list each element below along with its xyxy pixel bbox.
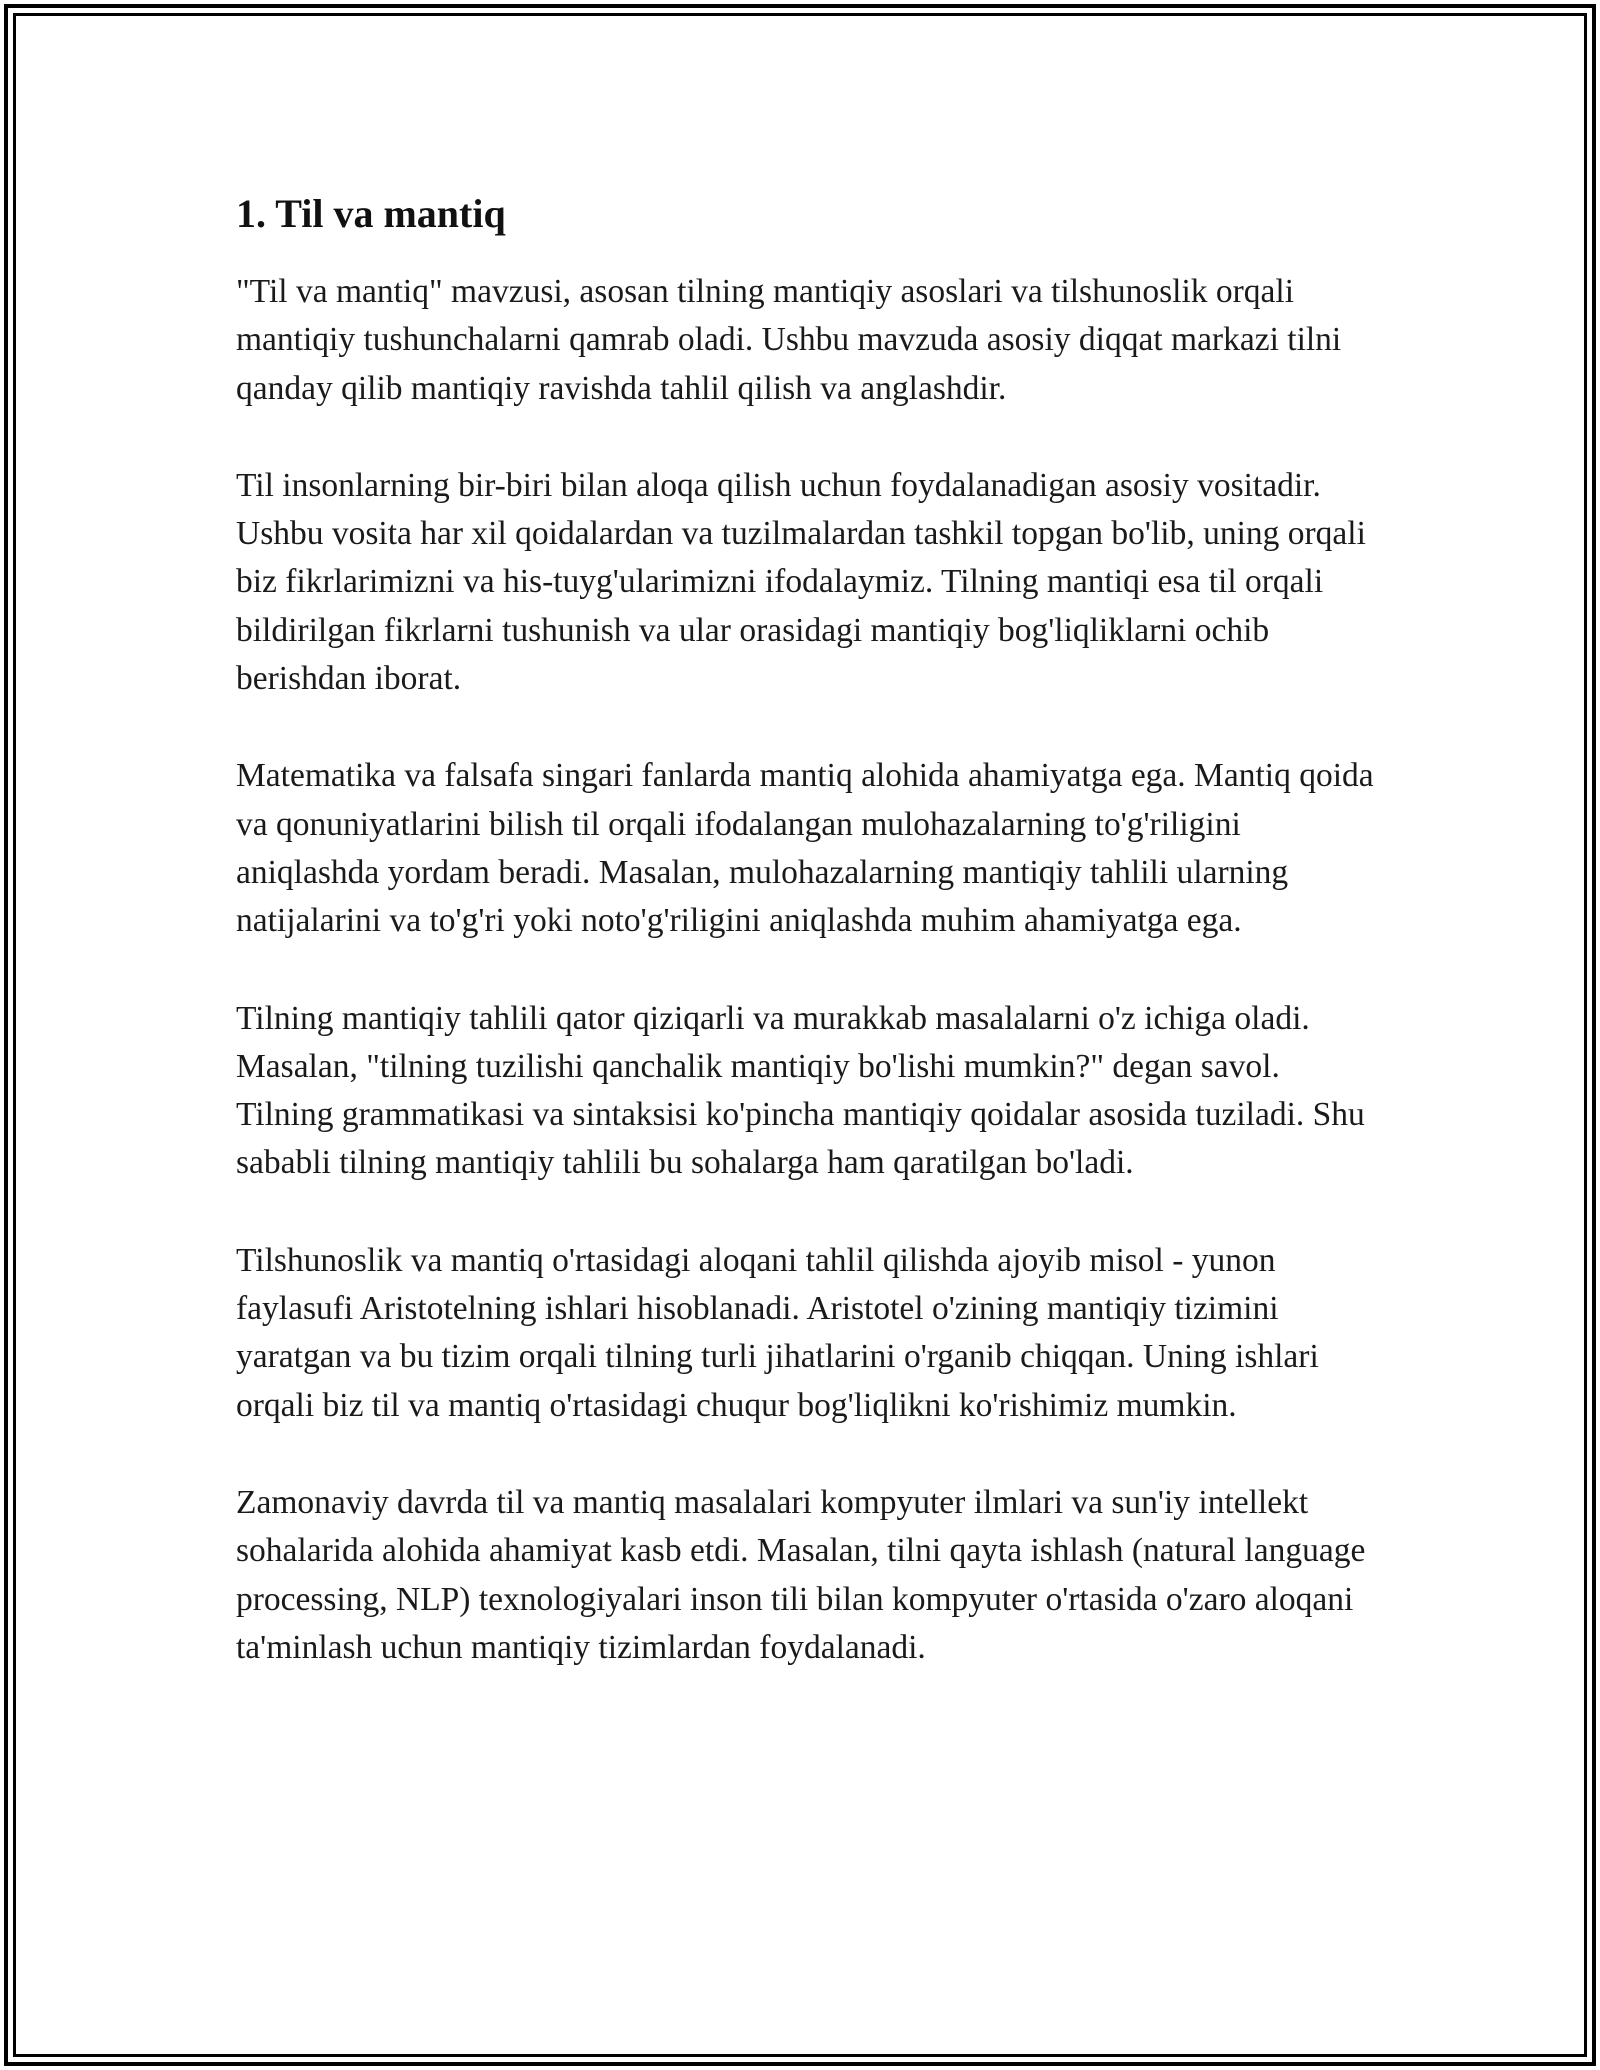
paragraph-aristotle: Tilshunoslik va mantiq o'rtasidagi aloqani tahlil qilishda ajoyib misol - yunon faylasufi Aristotelning ishlari hisoblanadi. Aristotel o'zining mantiqiy tizimini yaratgan va bu tizim orqali tilning turli jihatlarini o'rganib chiqqan. Uning ishlari orqali biz til va mantiq o'rtasidagi chuqur bog'liqlikni ko'rishimiz mumkin.: [236, 1241, 1319, 1424]
document-page: [236, 186, 1376, 1721]
section-title: 1. Til va mantiq: [236, 191, 506, 236]
paragraph-logic-in-sciences: Matematika va falsafa singari fanlarda mantiq alohida ahamiyatga ega. Mantiq qoida va qonuniyatlarini bilish til orqali ifodalangan mulohazalarning to'g'riligini aniqlashda yordam beradi. Masalan, mulohazalarning mantiqiy tahlili ularning natijalarini va to'g'ri yoki noto'g'riligini aniqlashda muhim ahamiyatga ega.: [236, 757, 1374, 940]
paragraph-logical-analysis: Tilning mantiqiy tahlili qator qiziqarli va murakkab masalalarni o'z ichiga oladi. Masalan, "tilning tuzilishi qanchalik mantiqiy bo'lishi mumkin?" degan savol. Tilning grammatikasi va sintaksisi ko'pincha mantiqiy qoidalar asosida tuziladi. Shu sababli tilning mantiqiy tahlili bu sohalarga ham qaratilgan bo'ladi.: [236, 999, 1365, 1182]
paragraph-modern-nlp: Zamonaviy davrda til va mantiq masalalari kompyuter ilmlari va sun'iy intellekt sohalarida alohida ahamiyat kasb etdi. Masalan, tilni qayta ishlash (natural language processing, NLP) texnologiyalari inson tili bilan kompyuter o'rtasida o'zaro aloqani ta'minlash uchun mantiqiy tizimlardan foydalanadi.: [236, 1483, 1366, 1666]
paragraph-language-definition: Til insonlarning bir-biri bilan aloqa qilish uchun foydalanadigan asosiy vositadir. Ushbu vosita har xil qoidalardan va tuzilmalardan tashkil topgan bo'lib, uning orqali biz fikrlarimizni va his-tuyg'ularimizni ifodalaymiz. Tilning mantiqi esa til orqali bildirilgan fikrlarni tushunish va ular orasidagi mantiqiy bog'liqliklarni ochib berishdan iborat.: [236, 466, 1366, 698]
paragraph-intro: "Til va mantiq" mavzusi, asosan tilning mantiqiy asoslari va tilshunoslik orqali mantiqiy tushunchalarni qamrab oladi. Ushbu mavzuda asosiy diqqat markazi tilni qanday qilib mantiqiy ravishda tahlil qilish va anglashdir.: [236, 273, 1342, 407]
